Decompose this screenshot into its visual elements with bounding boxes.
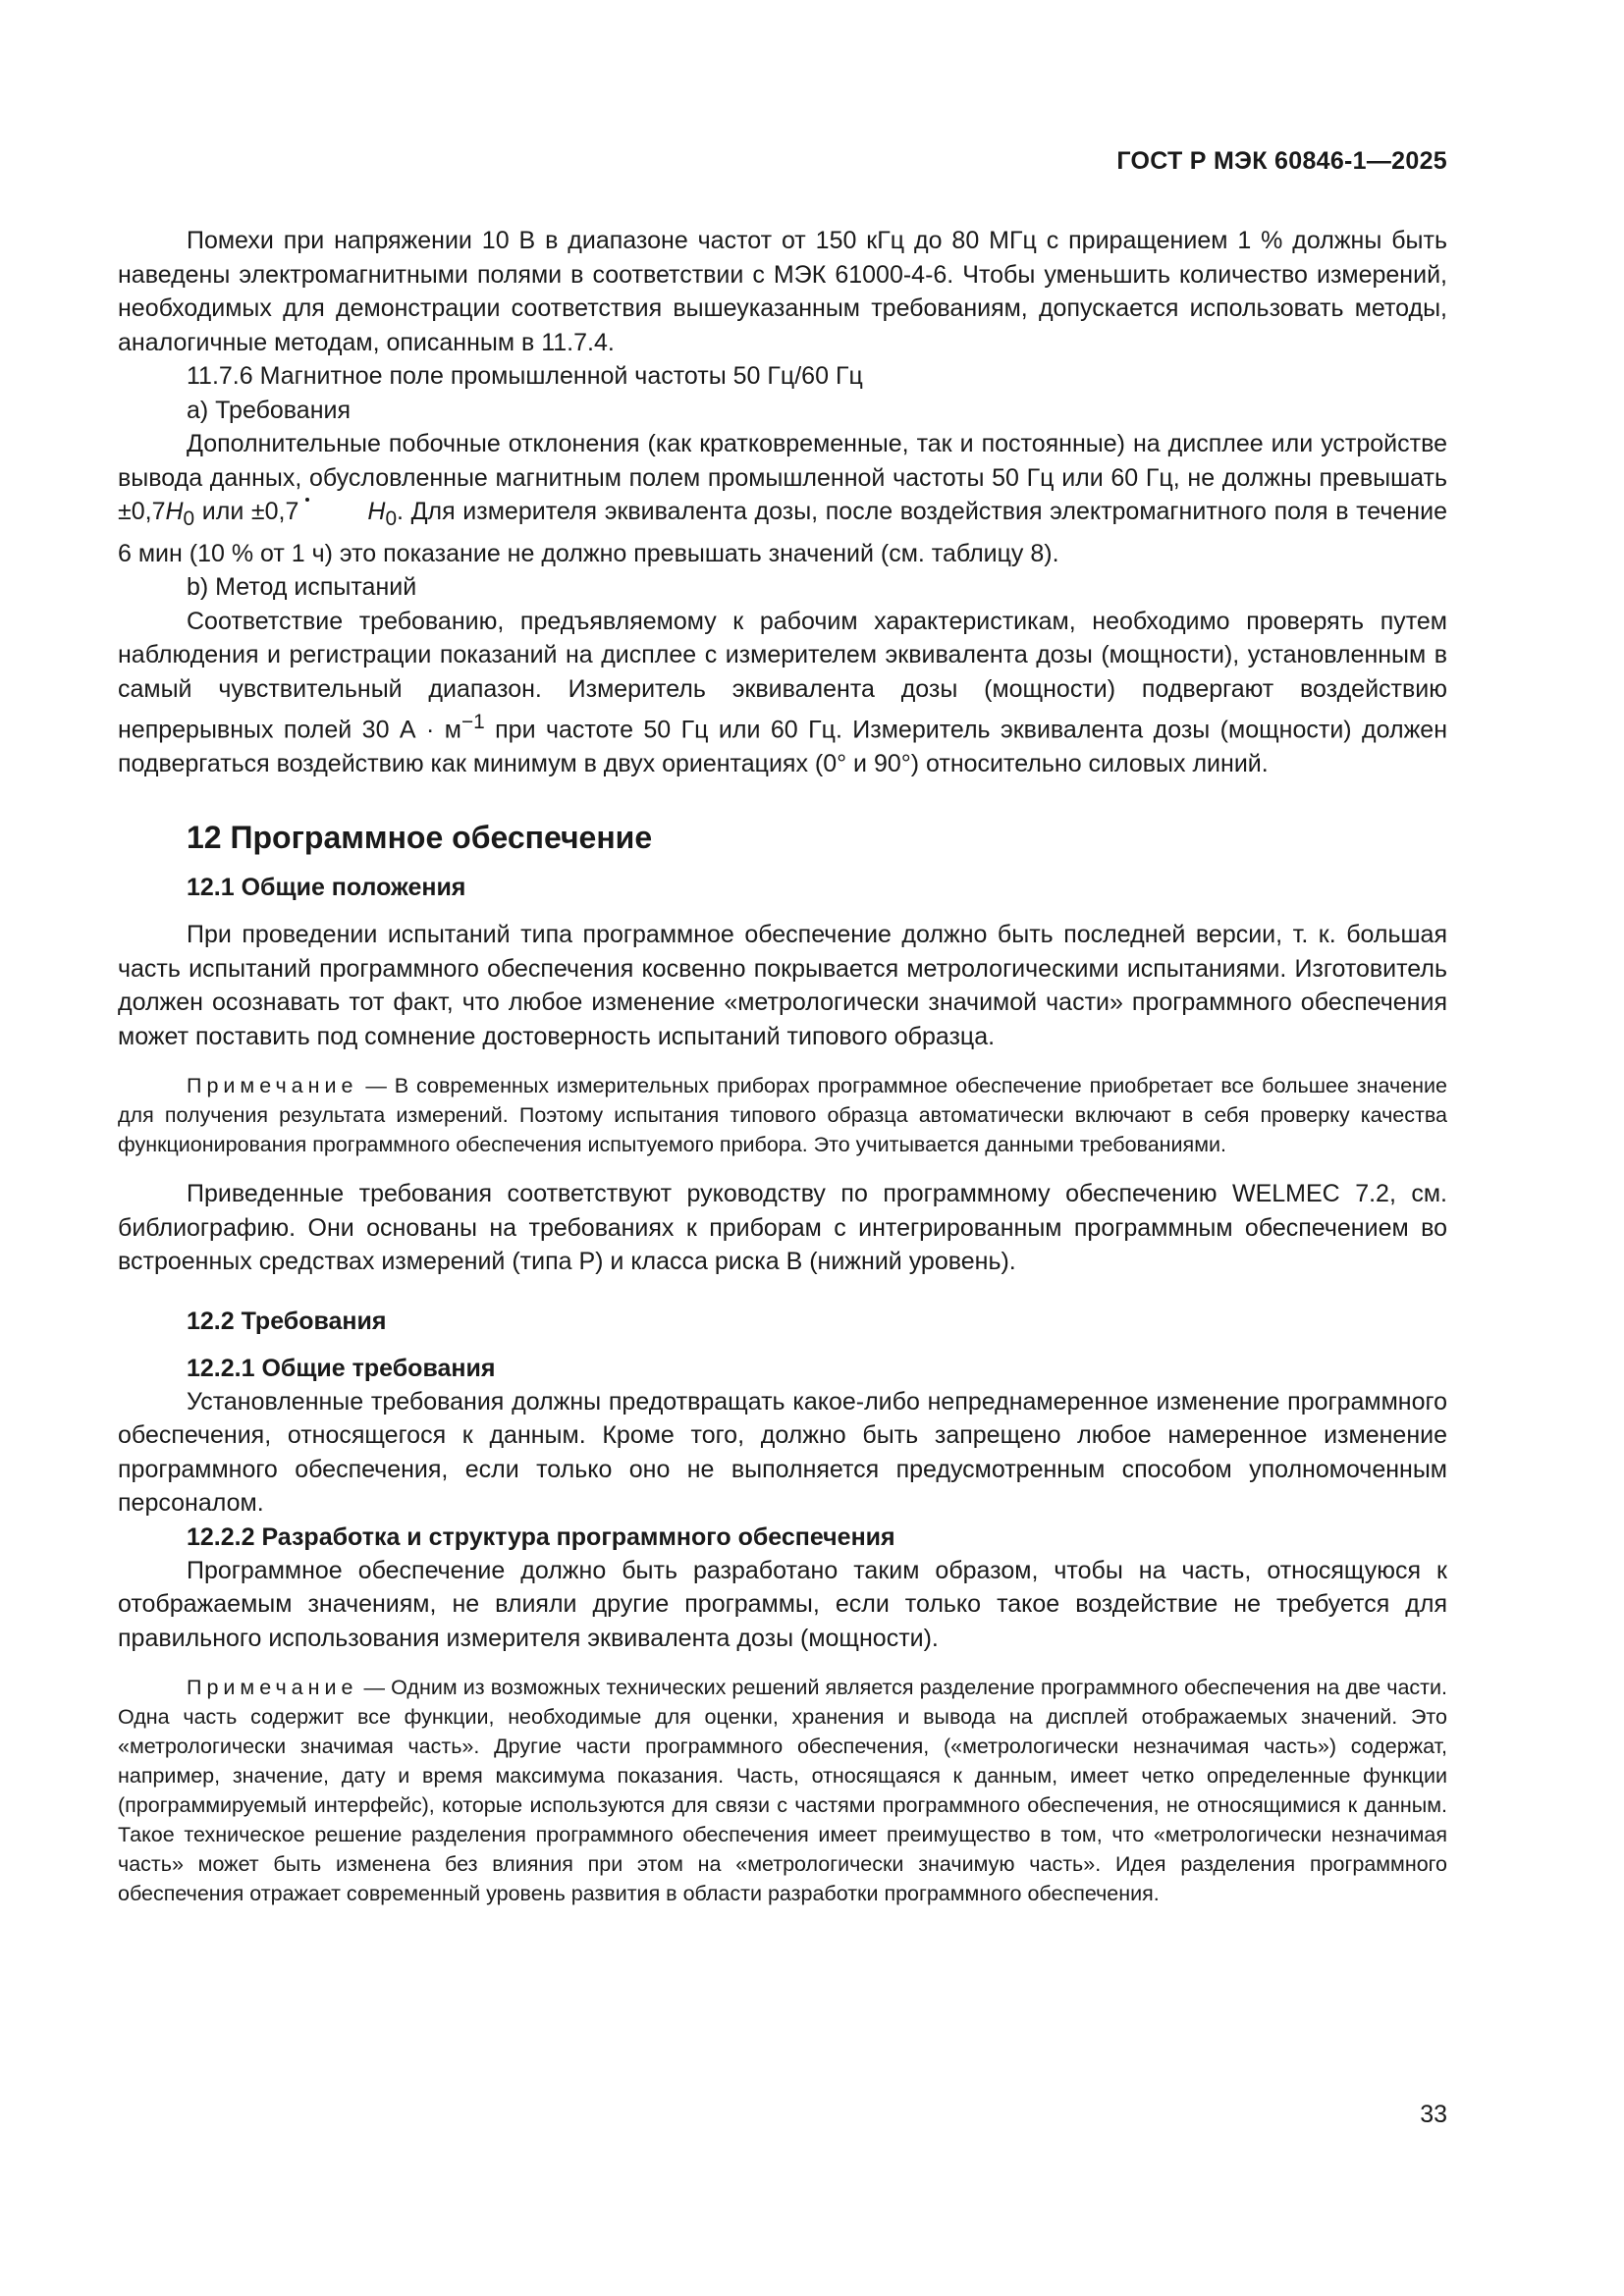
note-2-text: — Одним из возможных технических решений является разделение программного обеспечения на две части. Одна часть содержит все функции, необходимые для оценки, хранения и вывода на дисплей отображаемых значений. Это «метрологически значимая часть». Другие части программного обеспечения, («метрологически незначимая часть») содержат, например, значение, дату и время максимума показания. Часть, относящаяся к данным, имеет четко определенные функции (программируемый интерфейс), которые используются для связи с частями программного обеспечения, не относящимися к данным. Такое техническое решение разделения программного обеспечения имеет преимущество в том, что «метрологически незначимая часть» может быть изменена без влияния при этом на «метрологически значимую часть». Идея разделения программного обеспечения отражает современный уровень развития в области разработки программного обеспечения.	[118, 1676, 1447, 1906]
document-body	[118, 224, 1447, 1926]
test-method-text-part-1: Соответствие требованию, предъявляемому к рабочим характеристикам, необходимо проверять путем наблюдения и регистрации показаний на дисплее с измерителем эквивалента дозы (мощности), установленным в самый чувствительный диапазон. Измеритель эквивалента дозы (мощности) подвергают воздействию непрерывных полей 30 А · м	[118, 607, 1447, 744]
paragraph-welmec: Приведенные требования соответствуют руководству по программному обеспечению WELMEC 7.2, см. библиографию. Они основаны на требованиях к приборам с интегрированным программным обеспечением во встроенных средствах измерений (типа Р) и класса риска В (нижний уровень).	[118, 1180, 1447, 1276]
note-2-label: Примечание	[187, 1676, 358, 1700]
requirements-text-part-3: . Для измерителя эквивалента дозы, после воздействия электромагнитного поля в течение 6 мин (10 % от 1 ч) это показание не должно превышать значений (см. таблицу 8).	[118, 498, 1447, 567]
document-header: ГОСТ Р МЭК 60846-1—2025	[1116, 147, 1447, 175]
subsection-title-11-7-6: 11.7.6 Магнитное поле промышленной частоты 50 Гц/60 Гц	[187, 362, 863, 390]
subsection-title-12-2-1: 12.2.1 Общие требования	[187, 1354, 496, 1382]
subscript-0b: 0	[385, 507, 398, 530]
subsection-title-12-1: 12.1 Общие положения	[187, 874, 466, 902]
subsection-title-12-2: 12.2 Требования	[187, 1307, 387, 1335]
note-1-label: Примечание	[187, 1074, 358, 1098]
subscript-0a: 0	[183, 507, 195, 530]
requirements-text-part-1: Дополнительные побочные отклонения (как кратковременные, так и постоянные) на дисплее или устройстве вывода данных, обусловленные магнитным полем промышленной частоты 50 Гц или 60 Гц, не должны превышать ±0,7	[118, 430, 1447, 525]
symbol-h: H	[165, 498, 184, 525]
requirements-text-part-2: или ±0,7	[194, 498, 299, 525]
test-method-text-part-2: при частоте 50 Гц или 60 Гц. Измеритель эквивалента дозы (мощности) должен подвергаться воздействию как минимум в двух ориентациях (0° и 90°) относительно силовых линий.	[118, 716, 1448, 777]
subsection-title-12-2-2: 12.2.2 Разработка и структура программного обеспечения	[187, 1522, 895, 1551]
page-number: 33	[1420, 2101, 1447, 2128]
item-b-heading: b) Метод испытаний	[187, 573, 417, 601]
section-title-12: 12 Программное обеспечение	[187, 820, 653, 856]
paragraph-general-requirements: Установленные требования должны предотвращать какое-либо непреднамеренное изменение программного обеспечения, относящегося к данным. Кроме того, должно быть запрещено любое намеренное изменение программного обеспечения, если только оно не выполняется предусмотренным способом уполномоченным персоналом.	[118, 1387, 1447, 1518]
note-1	[118, 1071, 1447, 1159]
paragraph-intro: Помехи при напряжении 10 В в диапазоне частот от 150 кГц до 80 МГц с приращением 1 % должны быть наведены электромагнитными полями в соответствии с МЭК 61000-4-6. Чтобы уменьшить количество измерений, необходимых для демонстрации соответствия вышеуказанным требованиям, допускается использовать методы, аналогичные методам, описанным в 11.7.4.	[118, 227, 1447, 356]
superscript-minus-one: −1	[460, 711, 485, 733]
paragraph-requirements	[118, 427, 1447, 570]
paragraph-general-provisions: При проведении испытаний типа программное обеспечение должно быть последней версии, т. к. большая часть испытаний программного обеспечения косвенно покрывается метрологическими испытаниями. Изготовитель должен осознавать тот факт, что любое изменение «метрологически значимой части» программного обеспечения может поставить под сомнение достоверность испытаний типового образца.	[118, 921, 1447, 1050]
note-1-text: — В современных измерительных приборах программное обеспечение приобретает все большее значение для получения результата измерений. Поэтому испытания типового образца автоматически включают в себя проверку качества функционирования программного обеспечения испытуемого прибора. Это учитывается данными требованиями.	[118, 1074, 1447, 1157]
paragraph-test-method	[118, 605, 1447, 781]
symbol-h-dot: H	[298, 495, 385, 529]
paragraph-software-structure: Программное обеспечение должно быть разработано таким образом, чтобы на часть, относящуюся к отображаемым значениям, не влияли другие программы, если только такое воздействие не требуется для правильного использования измерителя эквивалента дозы (мощности).	[118, 1556, 1447, 1652]
note-2	[118, 1673, 1447, 1908]
item-a-heading: а) Требования	[187, 396, 352, 424]
